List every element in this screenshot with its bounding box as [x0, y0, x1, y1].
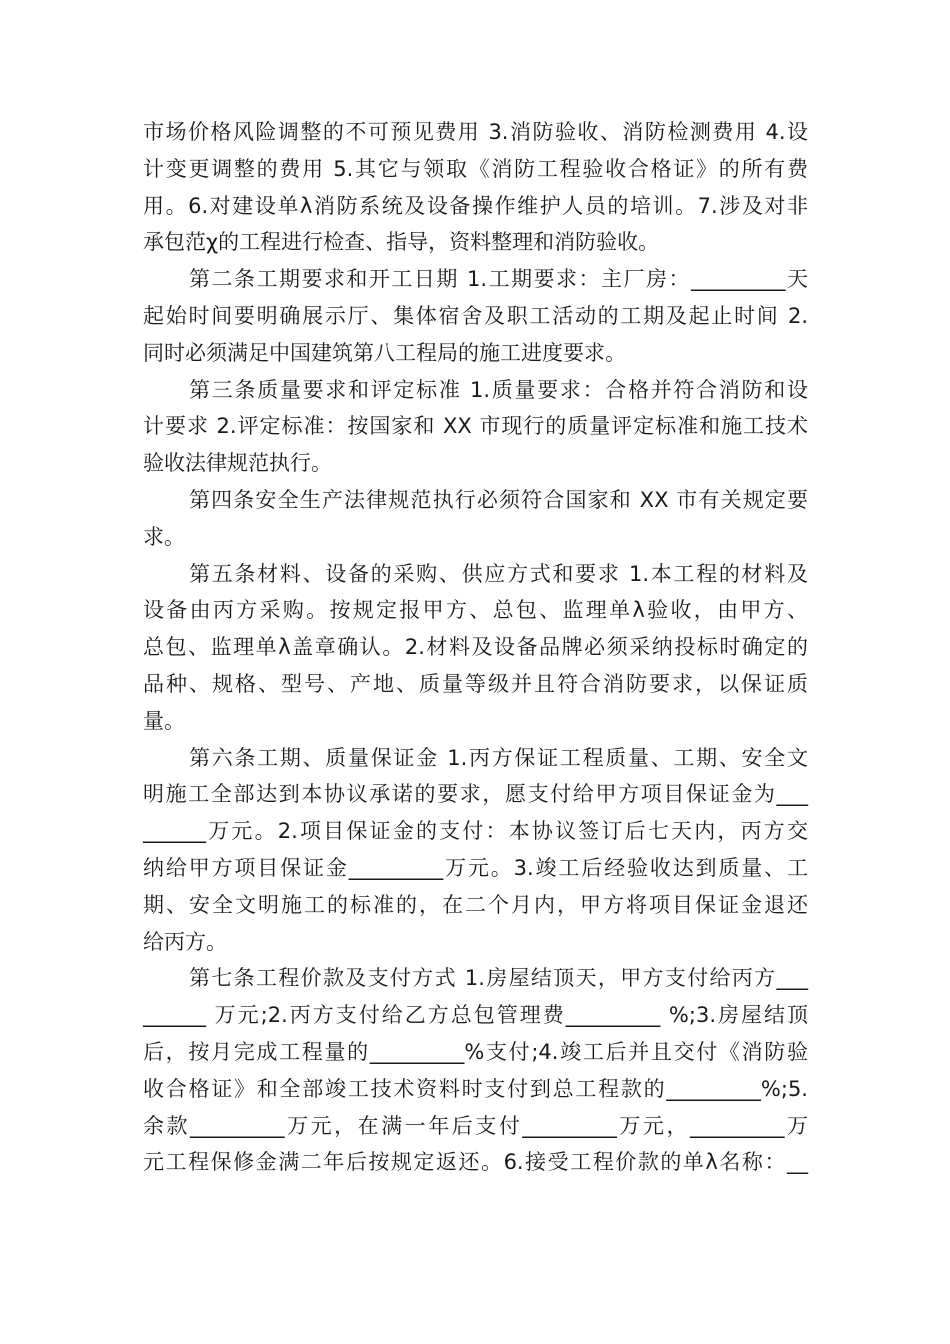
document-body [143, 114, 808, 1181]
text-line: 用。6.对建设单λ消防系统及设备操作维护人员的培训。7.涉及对非 [143, 193, 808, 218]
text-line: 设备由丙方采购。按规定报甲方、总包、监理单λ验收，由甲方、 [143, 598, 808, 623]
text-line: 承包范χ的工程进行检查、指导，资料整理和消防验收。 [143, 230, 660, 255]
text-line: 明施工全部达到本协议承诺的要求，愿支付给甲方项目保证金为___ [143, 782, 808, 807]
text-line: 计变更调整的费用 5.其它与领取《消防工程验收合格证》的所有费 [143, 156, 808, 181]
article-4-heading-line: 第四条安全生产法律规范执行必须符合国家和 XX 市有关规定要 [189, 487, 808, 512]
article-6-heading-line: 第六条工期、质量保证金 1.丙方保证工程质量、工期、安全文 [189, 745, 808, 770]
text-line: 总包、监理单λ盖章确认。2.材料及设备品牌必须采纳投标时确定的 [143, 635, 808, 660]
text-line: 收合格证》和全部竣工技术资料时支付到总工程款的_________%;5. [143, 1076, 808, 1101]
text-line: 市场价格风险调整的不可预见费用 3.消防验收、消防检测费用 4.设 [143, 120, 808, 144]
article-7-heading-line: 第七条工程价款及支付方式 1.房屋结顶天，甲方支付给丙方___ [189, 966, 808, 991]
text-line: 计要求 2.评定标准：按国家和 XX 市现行的质量评定标准和施工技术 [143, 414, 808, 439]
text-line: 起始时间要明确展示厅、集体宿舍及职工活动的工期及起止时间 2. [143, 303, 808, 328]
article-5-heading-line: 第五条材料、设备的采购、供应方式和要求 1.本工程的材料及 [189, 561, 808, 586]
text-line: ______ 万元;2.丙方支付给乙方总包管理费_________ %;3.房屋结顶 [143, 1003, 808, 1028]
article-3-heading-line: 第三条质量要求和评定标准 1.质量要求：合格并符合消防和设 [189, 377, 808, 402]
text-line: 期、安全文明施工的标准的，在二个月内，甲方将项目保证金退还 [143, 892, 808, 917]
text-line: 后，按月完成工程量的_________%支付;4.竣工后并且交付《消防验 [143, 1039, 808, 1064]
text-line: 同时必须满足中国建筑第八工程局的施工进度要求。 [143, 340, 626, 365]
text-line: 纳给甲方项目保证金_________万元。3.竣工后经验收达到质量、工 [143, 855, 808, 880]
text-line: ______万元。2.项目保证金的支付：本协议签订后七天内，丙方交 [143, 819, 808, 844]
text-line: 元工程保修金满二年后按规定返还。6.接受工程价款的单λ名称：__ [143, 1150, 808, 1175]
article-2-heading-line: 第二条工期要求和开工日期 1.工期要求：主厂房：_________天 [189, 267, 808, 292]
text-line: 余款_________万元，在满一年后支付_________万元，_________万 [143, 1113, 808, 1138]
text-line: 量。 [143, 708, 185, 733]
text-line: 求。 [143, 524, 185, 549]
text-line: 验收法律规范执行。 [143, 451, 332, 476]
text-line: 品种、规格、型号、产地、质量等级并且符合消防要求，以保证质 [143, 671, 808, 696]
text-line: 给丙方。 [143, 929, 227, 954]
